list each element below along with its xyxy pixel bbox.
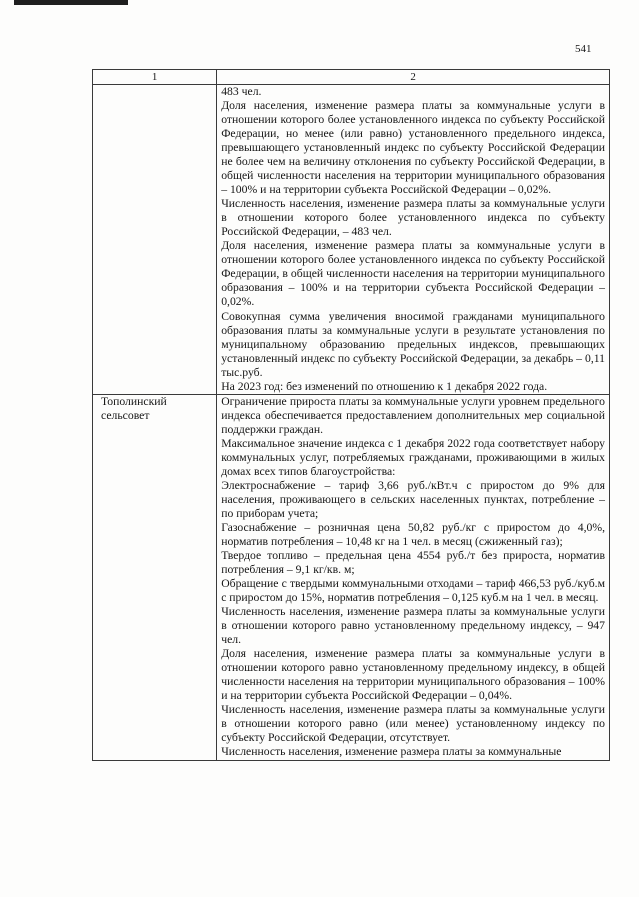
paragraph: Доля населения, изменение размера платы за коммунальные услуги в отношении которого равно установленному предельному индексу, в общей численности населения на территории муниципального образования – 100% и на территории субъекта Российской Федерации – 0,04%. [221,647,605,703]
column-header: 1 [93,70,217,85]
paragraph: На 2023 год: без изменений по отношению к 1 декабря 2022 года. [221,379,548,393]
table-row [93,85,610,395]
description-cell [217,85,610,395]
page-number: 541 [575,43,592,55]
paragraph: Доля населения, изменение размера платы за коммунальные услуги в отношении которого более установленного индекса по субъекту Российской Федерации, в общей численности населения на территории муниципального образования – 100% и на территории субъекта Российской Федерации – 0,02%. [221,239,605,309]
description-cell [217,394,610,760]
column-header: 2 [217,70,610,85]
region-cell [93,85,217,395]
paragraph: Максимальное значение индекса с 1 декабря 2022 года соответствует набору коммунальных услуг, потребляемых гражданами, проживающими в жилых домах всех типов благоустройства: [221,436,605,478]
scan-edge-mark [14,0,128,5]
paragraph: Численность населения, изменение размера платы за коммунальные услуги в отношении которого равно (или менее) установленному индексу по субъекту Российской Федерации, отсутствует. [221,703,605,745]
paragraph: 483 чел. [221,85,262,98]
paragraph: Газоснабжение – розничная цена 50,82 руб./кг с приростом до 4,0%, норматив потребления – 10,48 кг на 1 чел. в месяц (сжиженный газ); [221,520,605,548]
paragraph: Численность населения, изменение размера платы за коммунальные услуги в отношении которого равно установленному предельному индексу, – 947 чел. [221,605,605,647]
region-cell: Тополинский сельсовет [93,394,217,760]
document-table [92,69,610,761]
paragraph: Численность населения, изменение размера платы за коммунальные [221,745,562,759]
paragraph: Ограничение прироста платы за коммунальные услуги уровнем предельного индекса обеспечивается предоставлением дополнительных мер социальной поддержки граждан. [221,394,605,436]
table-row [93,394,610,760]
paragraph: Обращение с твердыми коммунальными отходами – тариф 466,53 руб./куб.м с приростом до 15%, норматив потребления – 0,125 куб.м на 1 чел. в месяц. [221,577,605,605]
paragraph: Доля населения, изменение размера платы за коммунальные услуги в отношении которого более установленного индекса по субъекту Российской Федерации, но менее (или равно) установленного предельного индекса, превышающего установленный индекс по субъекту Российской Федерации не более чем на величину отклонения по субъекту Российской Федерации, в общей численности населения на территории муниципального образования – 100% и на территории субъекта Российской Федерации – 0,02%. [221,99,605,197]
paragraph: Твердое топливо – предельная цена 4554 руб./т без прироста, норматив потребления – 9,1 кг/кв. м; [221,549,605,577]
paragraph: Электроснабжение – тариф 3,66 руб./кВт.ч с приростом до 9% для населения, проживающего в сельских населенных пунктах, потребление – по приборам учета; [221,478,605,520]
table-header-row [93,70,610,85]
paragraph: Численность населения, изменение размера платы за коммунальные услуги в отношении которого более установленного индекса по субъекту Российской Федерации, – 483 чел. [221,197,605,239]
paragraph: Совокупная сумма увеличения вносимой гражданами муниципального образования платы за коммунальные услуги в результате установления по муниципальному образованию предельных индексов, превышающих установленный индекс по субъекту Российской Федерации, за декабрь – 0,11 тыс.руб. [221,309,605,379]
